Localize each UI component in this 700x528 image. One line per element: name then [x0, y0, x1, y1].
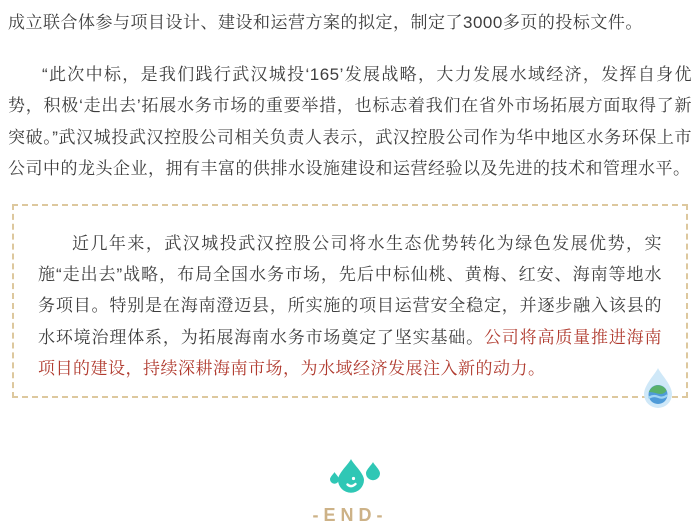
water-drops-icon: [308, 457, 392, 503]
paragraph-quote: “此次中标，是我们践行武汉城投‘165’发展战略，大力发展水域经济，发挥自身优势，积极‘走出去’拓展水务市场的重要举措，也标志着我们在省外市场拓展方面取得了新突破。”武汉城投武汉控股公司相关负责人表示，武汉控股公司作为华中地区水务环保上市公司中的龙头企业，拥有丰富的供排水设施建设和运营经验以及先进的技术和管理水平。: [8, 65, 692, 178]
end-footer: [8, 457, 692, 525]
callout-text-normal: 近几年来，武汉城投武汉控股公司将水生态优势转化为绿色发展优势，实施“走出去”战略，布局全国水务市场，先后中标仙桃、黄梅、红安、海南等地水务项目。特别是在海南澄迈县，所实施的项目运营安全稳定，并逐步融入该县的水环境治理体系，为拓展海南水务市场奠定了坚实基础。: [38, 234, 662, 347]
water-drop-globe-icon: [638, 366, 678, 410]
callout-paragraph: [38, 228, 662, 384]
paragraph-continuation: 成立联合体参与项目设计、建设和运营方案的拟定，制定了3000多页的投标文件。: [8, 13, 643, 32]
end-label: -END-: [312, 505, 388, 526]
highlight-box: [12, 204, 688, 398]
callout-text-emphasis: 公司将高质量推进海南项目的建设，持续深耕海南市场，为水域经济发展注入新的动力。: [38, 327, 663, 378]
